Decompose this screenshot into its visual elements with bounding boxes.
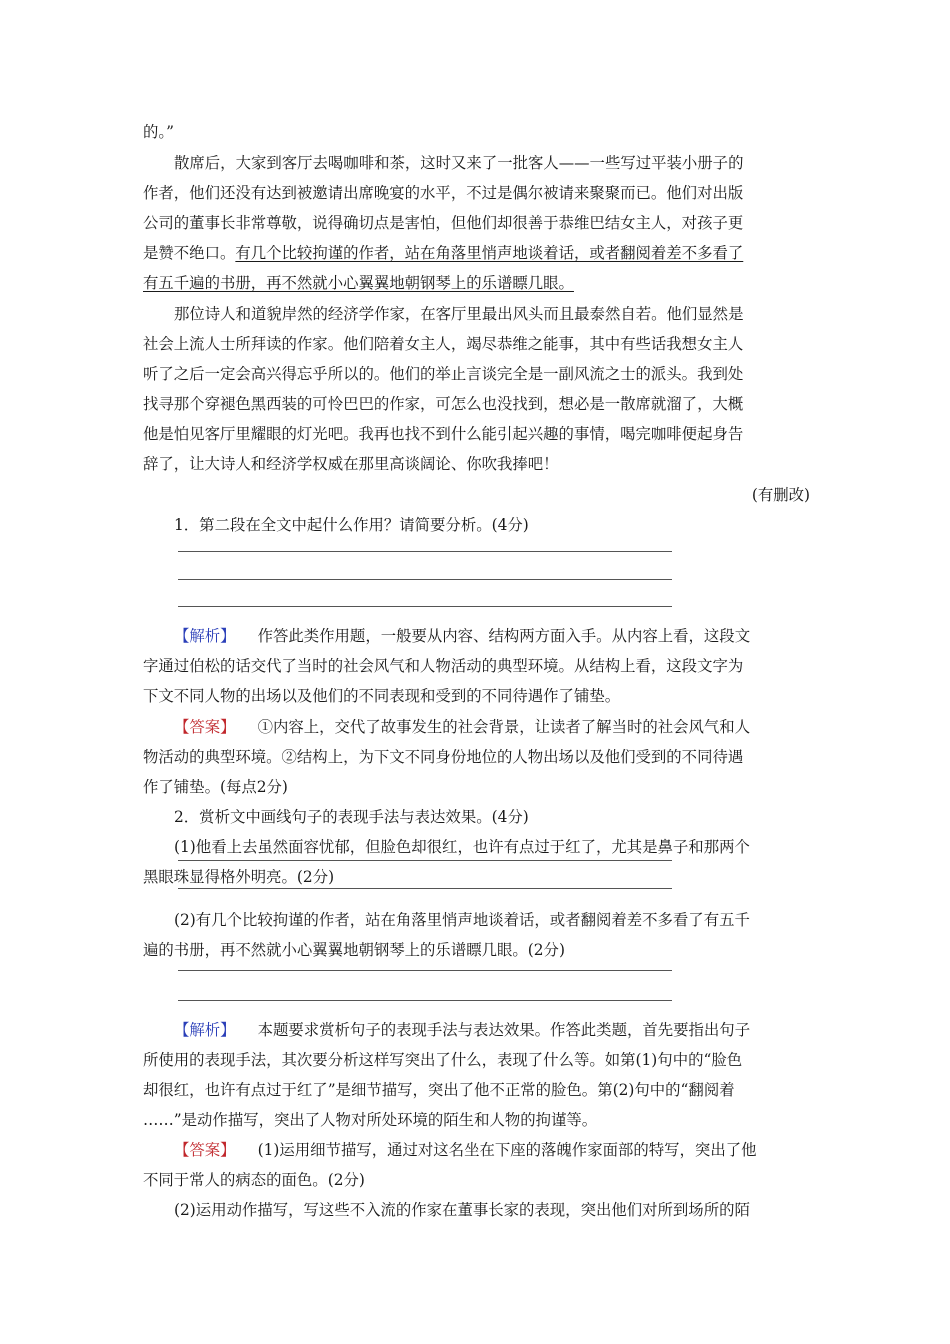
answer-blank-line[interactable] bbox=[178, 888, 672, 889]
sub-question-1: (1)他看上去虽然面容忧郁，但脸色却很红，也许有点过于红了，尤其是鼻子和那两个 bbox=[174, 838, 750, 856]
answer-line: 作了铺垫。(每点2分) bbox=[143, 778, 288, 796]
answer-blank-line[interactable] bbox=[178, 606, 672, 607]
answer-line: 不同于常人的病态的面色。(2分) bbox=[143, 1171, 365, 1189]
analysis-paragraph bbox=[174, 626, 750, 646]
analysis-text: 作答此类作用题，一般要从内容、结构两方面入手。从内容上看，这段文 bbox=[257, 627, 751, 645]
answer-tag: 【答案】 bbox=[174, 1141, 236, 1159]
answer-blank-line[interactable] bbox=[178, 1000, 672, 1001]
passage-line bbox=[143, 243, 743, 263]
source-note: (有删改) bbox=[751, 486, 810, 504]
sub-question-2: (2)有几个比较拘谨的作者，站在角落里悄声地谈着话，或者翻阅着差不多看了有五千 bbox=[174, 911, 750, 929]
answer-tag: 【答案】 bbox=[174, 718, 236, 736]
underlined-sentence: 有几个比较拘谨的作者，站在角落里悄声地谈着话，或者翻阅着差不多看了 bbox=[235, 244, 744, 262]
passage-line: 那位诗人和道貌岸然的经济学作家，在客厅里最出风头而且最泰然自若。他们显然是 bbox=[174, 305, 744, 323]
analysis-tag: 【解析】 bbox=[174, 1021, 236, 1039]
passage-line: 社会上流人士所拜读的作家。他们陪着女主人，竭尽恭维之能事，其中有些话我想女主人 bbox=[143, 335, 744, 353]
sub-question-2-line: 遍的书册，再不然就小心翼翼地朝钢琴上的乐谱瞟几眼。(2分) bbox=[143, 941, 565, 959]
answer-blank-line[interactable] bbox=[178, 860, 672, 861]
sub-question-1-line: 黑眼珠显得格外明亮。(2分) bbox=[143, 868, 335, 886]
answer-blank-line[interactable] bbox=[178, 579, 672, 580]
analysis-line: 却很红，也许有点过于红了”是细节描写，突出了他不正常的脸色。第(2)句中的“翻阅着 bbox=[143, 1081, 735, 1099]
answer-paragraph bbox=[174, 717, 750, 737]
answer-line: 物活动的典型环境。②结构上，为下文不同身份地位的人物出场以及他们受到的不同待遇 bbox=[143, 748, 744, 766]
question-2: 2．赏析文中画线句子的表现手法与表达效果。(4分) bbox=[174, 808, 529, 826]
answer-text: ①内容上，交代了故事发生的社会背景，让读者了解当时的社会风气和人 bbox=[257, 718, 751, 736]
analysis-tag: 【解析】 bbox=[174, 627, 236, 645]
question-1: 1．第二段在全文中起什么作用？请简要分析。(4分) bbox=[174, 516, 529, 534]
analysis-line: 字通过伯松的话交代了当时的社会风气和人物活动的典型环境。从结构上看，这段文字为 bbox=[143, 657, 744, 675]
passage-line: 的。” bbox=[143, 123, 174, 141]
passage-line: 找寻那个穿褪色黑西装的可怜巴巴的作家，可怎么也没找到，想必是一散席就溜了，大概 bbox=[143, 395, 744, 413]
analysis-line: 下文不同人物的出场以及他们的不同表现和受到的不同待遇作了铺垫。 bbox=[143, 687, 621, 705]
passage-line: 他是怕见客厅里耀眼的灯光吧。我再也找不到什么能引起兴趣的事情，喝完咖啡便起身告 bbox=[143, 425, 744, 443]
answer-paragraph bbox=[174, 1140, 757, 1160]
passage-line: 散席后，大家到客厅去喝咖啡和茶，这时又来了一批客人——一些写过平装小册子的 bbox=[174, 154, 744, 172]
passage-text: 是赞不绝口。 bbox=[143, 244, 236, 262]
answer-line: (2)运用动作描写，写这些不入流的作家在董事长家的表现，突出他们对所到场所的陌 bbox=[174, 1201, 750, 1219]
underlined-sentence: 有五千遍的书册，再不然就小心翼翼地朝钢琴上的乐谱瞟几眼。 bbox=[143, 274, 574, 292]
passage-line: 辞了，让大诗人和经济学权威在那里高谈阔论、你吹我捧吧！ bbox=[143, 455, 559, 473]
answer-blank-line[interactable] bbox=[178, 970, 672, 971]
analysis-line: ……”是动作描写，突出了人物对所处环境的陌生和人物的拘谨等。 bbox=[143, 1111, 598, 1129]
passage-line: 听了之后一定会高兴得忘乎所以的。他们的举止言谈完全是一副风流之士的派头。我到处 bbox=[143, 365, 744, 383]
analysis-paragraph bbox=[174, 1020, 750, 1040]
passage-line: 公司的董事长非常尊敬，说得确切点是害怕，但他们却很善于恭维巴结女主人，对孩子更 bbox=[143, 214, 744, 232]
answer-text: (1)运用细节描写，通过对这名坐在下座的落魄作家面部的特写，突出了他 bbox=[257, 1141, 757, 1159]
answer-blank-line[interactable] bbox=[178, 551, 672, 552]
analysis-text: 本题要求赏析句子的表现手法与表达效果。作答此类题，首先要指出句子 bbox=[257, 1021, 751, 1039]
analysis-line: 所使用的表现手法，其次要分析这样写突出了什么，表现了什么等。如第(1)句中的“脸色 bbox=[143, 1051, 743, 1069]
passage-line: 作者，他们还没有达到被邀请出席晚宴的水平，不过是偶尔被请来聚聚而已。他们对出版 bbox=[143, 184, 744, 202]
